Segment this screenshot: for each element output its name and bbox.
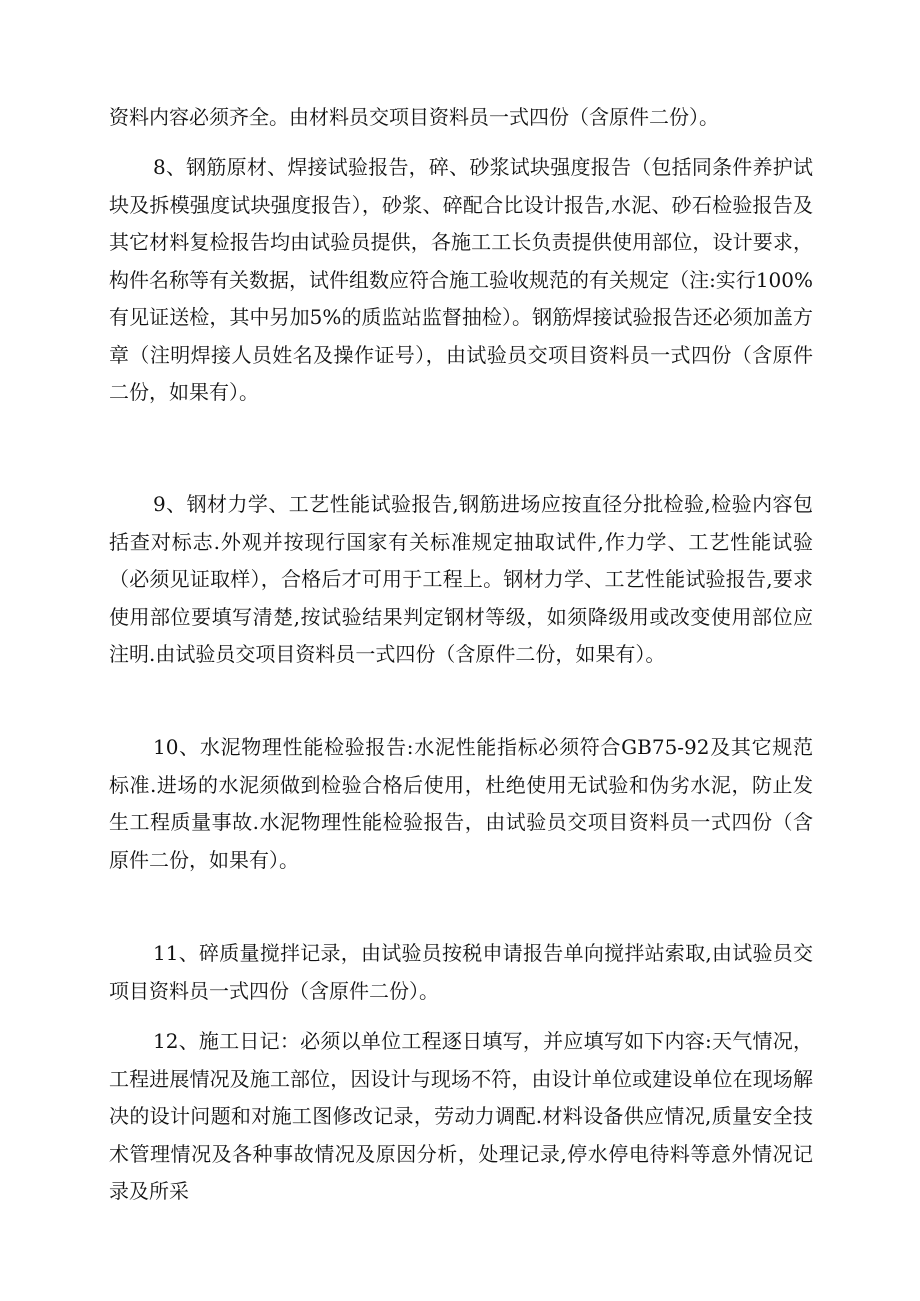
paragraph-item-9: 9、钢材力学、工艺性能试验报告,钢筋进场应按直径分批检验,检验内容包括查对标志.外观并按现行国家有关标准规定抽取试件,作力学、工艺性能试验（必须见证取样），合格后才可用于工程上。钢材力学、工艺性能试验报告,要求使用部位要填写清楚,按试验结果判定钢材等级，如须降级用或改变使用部位应注明.由试验员交项目资料员一式四份（含原件二份，如果有）。 bbox=[109, 492, 813, 666]
paragraph-item-8: 8、钢筋原材、焊接试验报告，碎、砂浆试块强度报告（包括同条件养护试块及拆模强度试块强度报告），砂浆、碎配合比设计报告,水泥、砂石检验报告及其它材料复检报告均由试验员提供，各施工工长负责提供使用部位，设计要求，构件名称等有关数据，试件组数应符合施工验收规范的有关规定（注:实行100%有见证送检，其中另加5%的质监站监督抽检）。钢筋焊接试验报告还必须加盖方章（注明焊接人员姓名及操作证号），由试验员交项目资料员一式四份（含原件二份，如果有）。 bbox=[109, 155, 813, 404]
paragraph-item-11: 11、碎质量搅拌记录，由试验员按税申请报告单向搅拌站索取,由试验员交项目资料员一式四份（含原件二份）。 bbox=[109, 941, 813, 1003]
paragraph-continuation: 资料内容必须齐全。由材料员交项目资料员一式四份（含原件二份）。 bbox=[109, 105, 719, 129]
paragraph-item-12: 12、施工日记：必须以单位工程逐日填写，并应填写如下内容:天气情况，工程进展情况及施工部位，因设计与现场不符，由设计单位或建设单位在现场解决的设计问题和对施工图修改记录，劳动力调配.材料设备供应情况,质量安全技术管理情况及各种事故情况及原因分析，处理记录,停水停电待料等意外情况记录及所采 bbox=[109, 1029, 813, 1203]
paragraph-item-10: 10、水泥物理性能检验报告:水泥性能指标必须符合GB75-92及其它规范标准.进场的水泥须做到检验合格后使用，杜绝使用无试验和伪劣水泥，防止发生工程质量事故.水泥物理性能检验报告，由试验员交项目资料员一式四份（含原件二份，如果有）。 bbox=[109, 735, 813, 872]
